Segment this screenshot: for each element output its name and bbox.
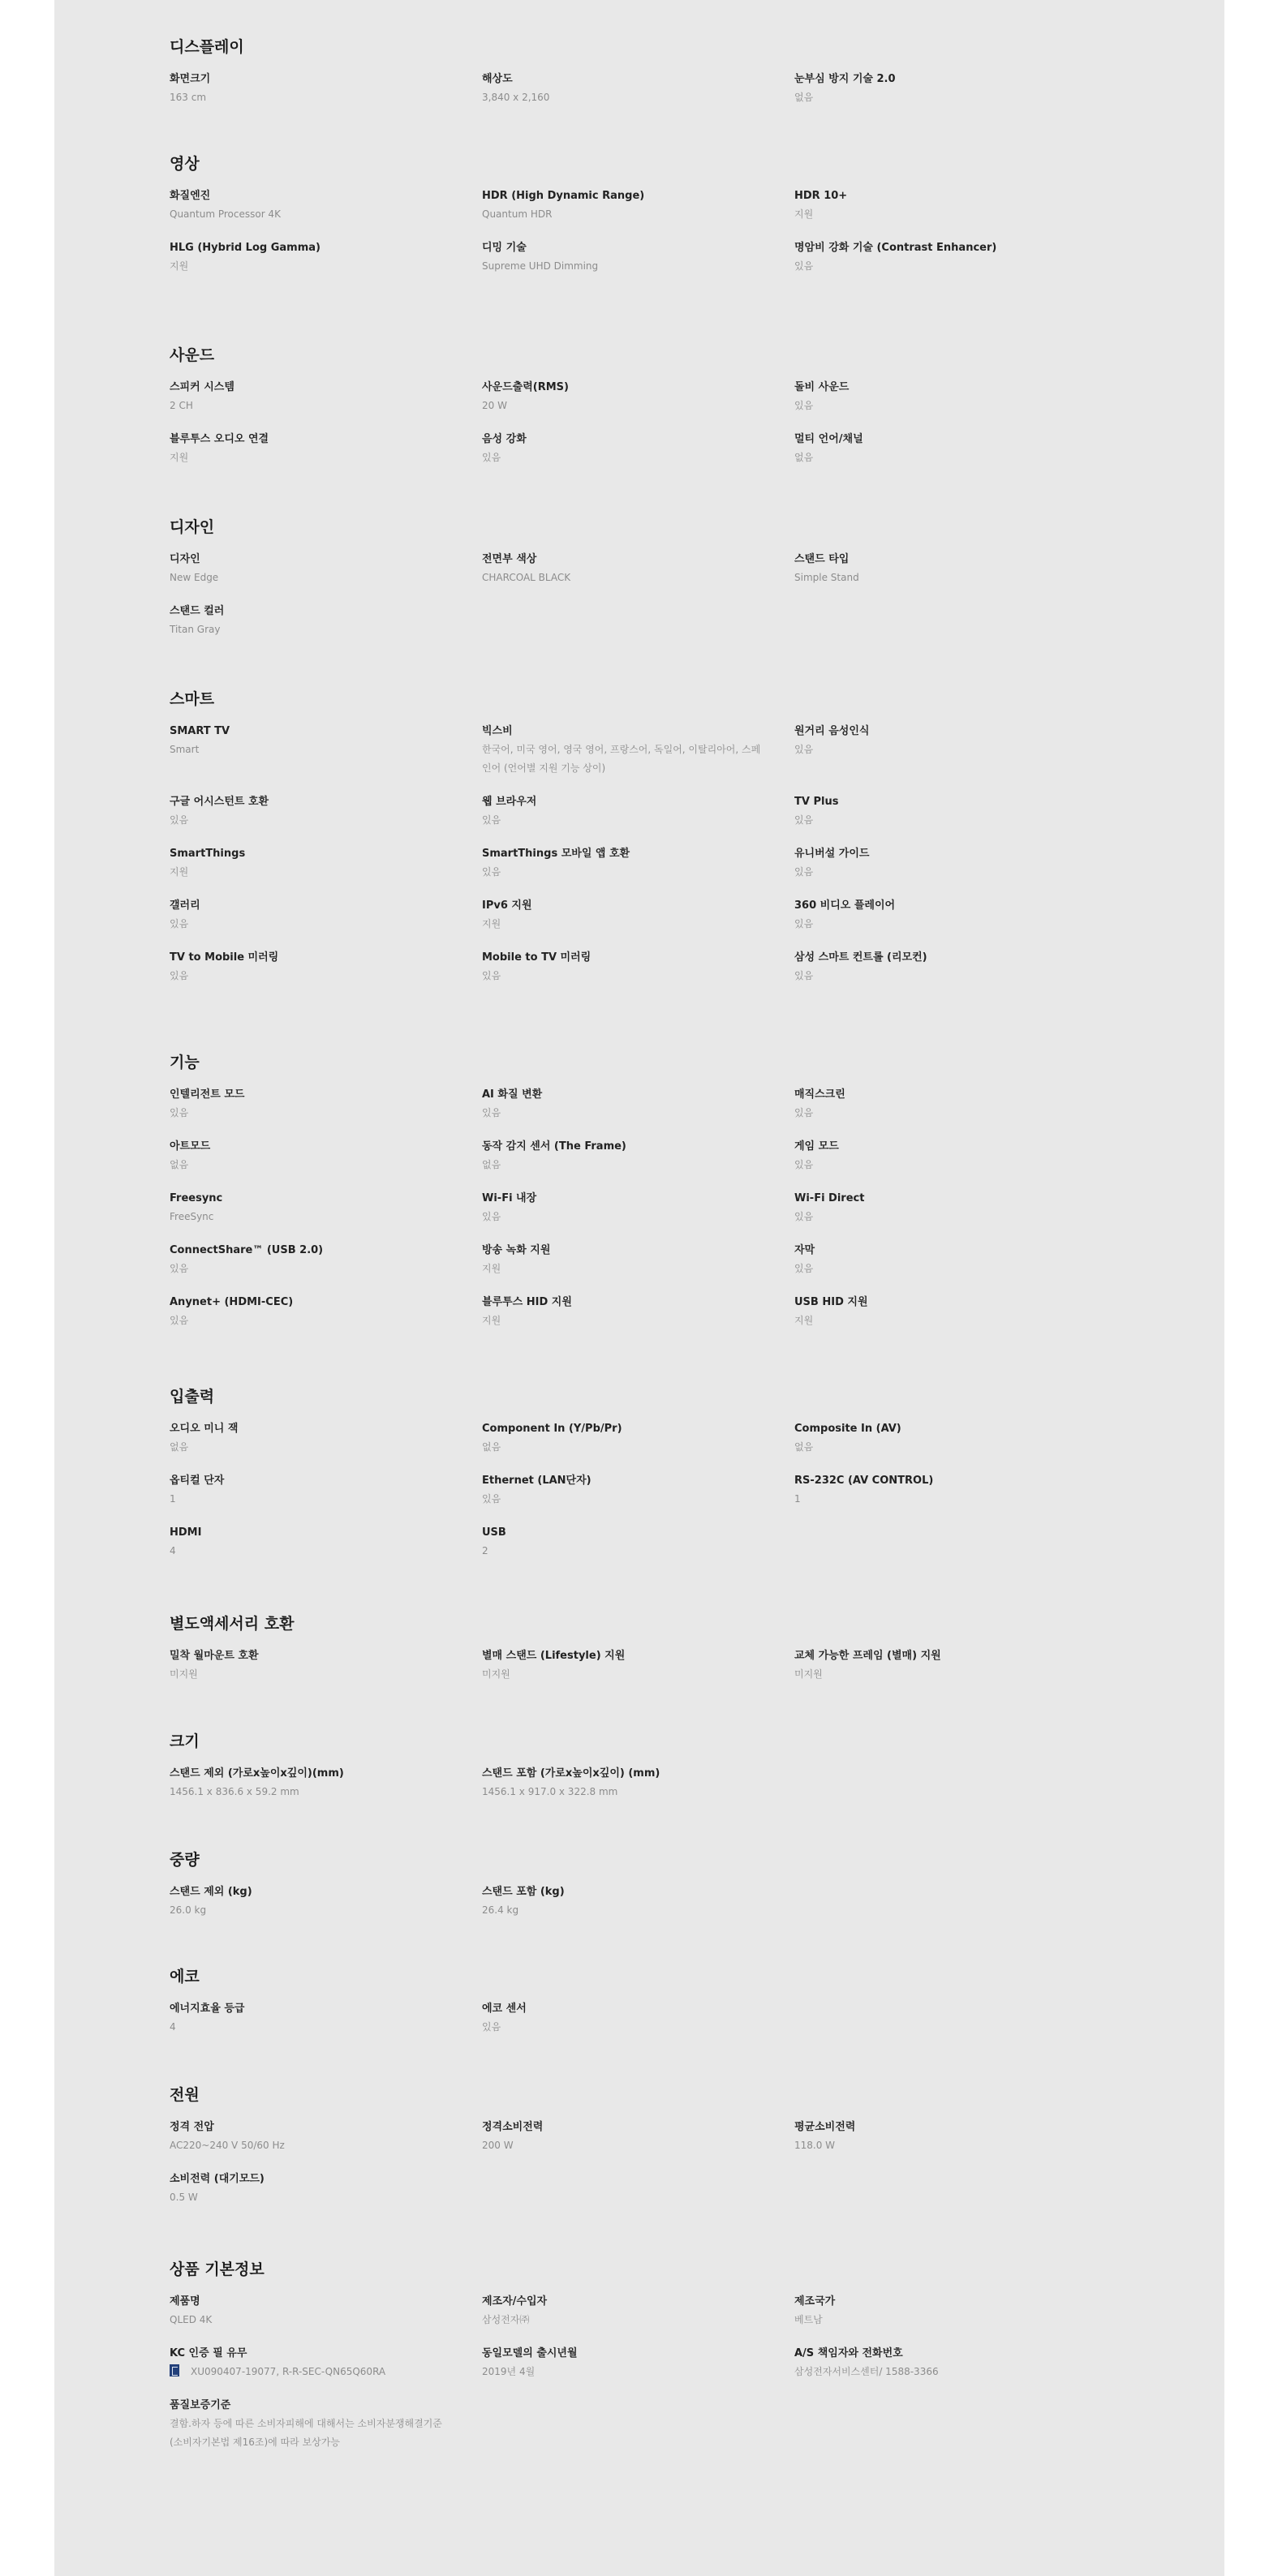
spec-label: 동작 감지 센서 (The Frame) [482,1140,626,1153]
spec-item [482,550,794,587]
spec-label: 자막 [794,1244,815,1256]
spec-item [170,550,482,587]
spec-item [170,1646,482,1684]
spec-value: 없음 [482,1159,501,1170]
spec-value: 있음 [170,1263,189,1274]
spec-item [482,2292,794,2329]
spec-item [794,722,1107,778]
spec-value: 있음 [170,1107,189,1118]
spec-value: 미지원 [482,1668,510,1680]
spec-label: 블루투스 오디오 연결 [170,433,269,445]
spec-value: 있음 [794,970,814,981]
spec-label: Freesync [170,1192,223,1204]
spec-item [482,430,794,467]
spec-value: 있음 [794,814,814,826]
spec-label: AI 화질 변환 [482,1088,543,1101]
spec-value: 없음 [794,1441,814,1453]
spec-value: Supreme UHD Dimming [482,260,599,272]
spec-value: 지원 [170,452,189,463]
spec-item [794,792,1107,830]
spec-grid [170,1085,1127,1345]
spec-item [794,844,1107,882]
spec-value: 있음 [794,400,814,411]
spec-item [482,896,794,934]
spec-value: AC220~240 V 50/60 Hz [170,2140,285,2151]
spec-value: FreeSync [170,1211,214,1222]
spec-value: 4 [170,1545,176,1556]
spec-item [482,1189,794,1226]
spec-item [170,378,482,415]
spec-item [482,238,794,276]
spec-value: Quantum HDR [482,208,553,220]
spec-value: 결함.하자 등에 따른 소비자피해에 대해서는 소비자분쟁해결기준(소비자기본법 제16조)에 따라 보상가능 [170,2418,442,2448]
spec-label: 전면부 색상 [482,553,537,565]
spec-value: 없음 [170,1159,189,1170]
spec-grid [170,1646,1127,1698]
spec-value: 있음 [794,1107,814,1118]
spec-item [482,1293,794,1330]
spec-value: 있음 [482,866,501,878]
spec-value: 1456.1 x 917.0 x 322.8 mm [482,1786,618,1797]
spec-label: Component In (Y/Pb/Pr) [482,1423,622,1435]
spec-value: New Edge [170,572,219,583]
spec-label: 멀티 언어/채널 [794,433,863,445]
spec-item [170,1419,482,1457]
spec-value: 미지원 [170,1668,198,1680]
spec-section [170,1053,1127,1345]
spec-label: USB [482,1526,506,1539]
spec-item [794,1646,1107,1684]
spec-item [794,187,1107,224]
spec-label: 눈부심 방지 기술 2.0 [794,73,896,85]
spec-item [170,948,482,985]
spec-item [170,896,482,934]
spec-label: 오디오 미니 잭 [170,1423,239,1435]
spec-label: 음성 강화 [482,433,527,445]
spec-section [170,346,1127,482]
spec-item [170,430,482,467]
spec-value: 없음 [170,1441,189,1453]
spec-item [170,1764,482,1801]
spec-label: 별매 스탠드 (Lifestyle) 지원 [482,1650,626,1662]
section-title: 기능 [170,1054,200,1071]
spec-item [794,2292,1107,2329]
spec-value: 없음 [794,452,814,463]
spec-label: Ethernet (LAN단자) [482,1475,592,1487]
spec-value: 4 [170,2021,176,2033]
spec-label: 매직스크린 [794,1088,845,1101]
spec-item [794,430,1107,467]
spec-label: 스탠드 포함 (가로x높이x깊이) (mm) [482,1767,660,1780]
section-title: 크기 [170,1732,200,1750]
spec-label: 교체 가능한 프레임 (별매) 지원 [794,1650,941,1662]
spec-label: 화질엔진 [170,190,211,202]
spec-item [794,948,1107,985]
spec-value: QLED 4K [170,2314,213,2325]
spec-value: 있음 [794,1263,814,1274]
section-title: 디스플레이 [170,38,244,56]
spec-item [482,2118,794,2155]
spec-label: 스피커 시스템 [170,381,234,393]
spec-item [482,1646,794,1684]
spec-label: 제품명 [170,2295,200,2308]
spec-value: CHARCOAL BLACK [482,572,571,583]
spec-label: TV Plus [794,796,839,808]
spec-label: 소비전력 (대기모드) [170,2173,265,2185]
spec-value: 2 CH [170,400,193,411]
spec-label: 제조자/수입자 [482,2295,548,2308]
spec-item [170,2118,482,2155]
spec-value: Simple Stand [794,572,859,583]
spec-section [170,37,1127,122]
spec-label: 품질보증기준 [170,2399,231,2411]
spec-label: SMART TV [170,725,230,737]
spec-value: 있음 [170,970,189,981]
spec-value: 있음 [794,866,814,878]
spec-label: SmartThings 모바일 앱 호환 [482,848,630,860]
spec-value: 있음 [482,814,501,826]
spec-label: HDR (High Dynamic Range) [482,190,645,202]
spec-item [482,792,794,830]
spec-value: 20 W [482,400,507,411]
spec-item [794,1241,1107,1278]
spec-item [482,722,794,778]
spec-value: 지원 [794,208,814,220]
spec-label: 갤러리 [170,899,200,912]
spec-label: 사운드출력(RMS) [482,381,569,393]
spec-item [482,1419,794,1457]
spec-value: 1 [170,1493,176,1505]
spec-section [170,517,1127,654]
spec-label: 360 비디오 플레이어 [794,899,896,912]
spec-label: 에너지효율 등급 [170,2003,245,2015]
spec-label: USB HID 지원 [794,1296,868,1308]
spec-grid [170,70,1127,122]
spec-value: 지원 [482,1263,501,1274]
spec-item [482,1241,794,1278]
spec-item [794,378,1107,415]
spec-value: 한국어, 미국 영어, 영국 영어, 프랑스어, 독일어, 이탈리아어, 스페인어 (언어별 지원 기능 상이) [482,744,761,774]
spec-item [794,1471,1107,1509]
spec-item [482,1471,794,1509]
spec-grid [170,550,1127,654]
spec-item [482,1883,794,1920]
spec-label: 아트모드 [170,1140,211,1153]
spec-label: Anynet+ (HDMI-CEC) [170,1296,294,1308]
section-title: 상품 기본정보 [170,2260,265,2278]
spec-label: 옵티컬 단자 [170,1475,225,1487]
spec-value: 있음 [482,1493,501,1505]
spec-label: 원거리 음성인식 [794,725,870,737]
spec-grid [170,1764,1127,1816]
spec-grid [170,2118,1127,2222]
spec-label: 디밍 기술 [482,242,527,254]
spec-item [794,2344,1107,2381]
spec-value: 베트남 [794,2314,823,2325]
spec-value: 0.5 W [170,2192,198,2203]
spec-label: 구글 어시스턴트 호환 [170,796,269,808]
section-title: 입출력 [170,1388,215,1406]
spec-panel [54,0,1224,2576]
spec-label: 동일모델의 출시년월 [482,2347,578,2359]
spec-value: 3,840 x 2,160 [482,92,550,103]
spec-value: 200 W [482,2140,514,2151]
spec-label: 해상도 [482,73,513,85]
spec-label: 스탠드 포함 (kg) [482,1886,565,1898]
spec-item [170,1523,482,1561]
spec-item [794,1189,1107,1226]
spec-item [794,70,1107,107]
spec-item [794,1419,1107,1457]
spec-item [794,1293,1107,1330]
spec-item [170,602,482,639]
section-title: 스마트 [170,690,215,708]
spec-label: 웹 브라우저 [482,796,537,808]
spec-item [482,187,794,224]
kc-certification-icon [170,2364,179,2376]
spec-section [170,1732,1127,1816]
spec-label: 화면크기 [170,73,211,85]
spec-item [482,1137,794,1174]
spec-value: 지원 [482,1315,501,1326]
spec-value: 1456.1 x 836.6 x 59.2 mm [170,1786,299,1797]
spec-item [170,722,482,778]
spec-value: 있음 [794,918,814,930]
spec-label: 에코 센서 [482,2003,527,2015]
spec-label: TV to Mobile 미러링 [170,951,279,964]
spec-label: 명암비 강화 기술 (Contrast Enhancer) [794,242,997,254]
spec-item [170,1293,482,1330]
section-title: 사운드 [170,346,215,364]
spec-item [794,2118,1107,2155]
spec-label: KC 인증 필 유무 [170,2347,247,2359]
spec-value [170,2363,450,2381]
spec-value: 없음 [482,1441,501,1453]
spec-value: 미지원 [794,1668,823,1680]
spec-value: Quantum Processor 4K [170,208,281,220]
spec-item [170,238,482,276]
spec-item [794,550,1107,587]
spec-value: 지원 [794,1315,814,1326]
spec-item [170,2292,482,2329]
spec-section [170,1967,1127,2051]
spec-item [482,1999,794,2037]
spec-value: 2019년 4월 [482,2366,536,2377]
spec-label: 평균소비전력 [794,2121,856,2133]
spec-label: HLG (Hybrid Log Gamma) [170,242,320,254]
spec-grid [170,378,1127,482]
spec-section [170,1387,1127,1575]
spec-item [482,948,794,985]
spec-value: 있음 [170,918,189,930]
spec-value: 118.0 W [794,2140,836,2151]
section-title: 에코 [170,1968,200,1986]
spec-value: 있음 [482,452,501,463]
section-title: 전원 [170,2086,200,2104]
spec-item [170,844,482,882]
spec-item [170,2396,482,2452]
spec-value: 있음 [170,814,189,826]
spec-label: 빅스비 [482,725,513,737]
spec-value: 없음 [794,92,814,103]
spec-label: 블루투스 HID 지원 [482,1296,572,1308]
spec-section [170,154,1127,290]
spec-label: 제조국가 [794,2295,836,2308]
section-title: 영상 [170,155,200,173]
spec-item [482,70,794,107]
spec-label: SmartThings [170,848,246,860]
kc-certification-number: XU090407-19077, R-R-SEC-QN65Q60RA [191,2366,386,2377]
spec-label: HDR 10+ [794,190,848,202]
spec-value: 있음 [794,1211,814,1222]
spec-item [482,1523,794,1561]
spec-grid [170,187,1127,290]
spec-grid [170,1419,1127,1575]
spec-label: A/S 책임자와 전화번호 [794,2347,903,2359]
spec-value: 삼성전자㈜ [482,2314,530,2325]
spec-item [482,378,794,415]
spec-item [482,2344,794,2381]
spec-label: 방송 녹화 지원 [482,1244,551,1256]
spec-value: 지원 [482,918,501,930]
spec-item [170,792,482,830]
spec-item [794,896,1107,934]
spec-item [794,1085,1107,1123]
spec-item [170,70,482,107]
spec-item [482,1764,794,1801]
spec-value: 163 cm [170,92,207,103]
spec-label: 돌비 사운드 [794,381,850,393]
spec-grid [170,2292,1127,2467]
spec-value: 있음 [794,260,814,272]
spec-value: 삼성전자서비스센터/ 1588-3366 [794,2366,939,2377]
spec-label: 삼성 스마트 컨트롤 (리모컨) [794,951,927,964]
spec-grid [170,1999,1127,2051]
spec-item [170,187,482,224]
spec-value: 있음 [170,1315,189,1326]
spec-item [794,1137,1107,1174]
spec-section [170,2085,1127,2222]
spec-value: 26.0 kg [170,1904,207,1916]
section-title: 디자인 [170,518,215,536]
spec-value: 있음 [794,1159,814,1170]
spec-item [170,1085,482,1123]
spec-item [794,238,1107,276]
spec-section [170,689,1127,1000]
spec-label: 스탠드 컬러 [170,605,225,617]
spec-label: 정격소비전력 [482,2121,544,2133]
spec-item [170,1883,482,1920]
spec-label: Composite In (AV) [794,1423,901,1435]
spec-label: RS-232C (AV CONTROL) [794,1475,934,1487]
spec-value: 있음 [794,744,814,755]
spec-label: 디자인 [170,553,200,565]
spec-section [170,2260,1127,2467]
spec-value: Titan Gray [170,624,221,635]
spec-value: 있음 [482,2021,501,2033]
spec-label: 유니버설 가이드 [794,848,870,860]
spec-item [170,1999,482,2037]
spec-value: Smart [170,744,200,755]
spec-label: Wi-Fi 내장 [482,1192,537,1204]
spec-label: 스탠드 제외 (kg) [170,1886,252,1898]
spec-value: 있음 [482,1107,501,1118]
spec-label: Wi-Fi Direct [794,1192,865,1204]
spec-item [170,1241,482,1278]
spec-label: 정격 전압 [170,2121,214,2133]
spec-value: 26.4 kg [482,1904,519,1916]
spec-label: 게임 모드 [794,1140,839,1153]
spec-item [482,844,794,882]
spec-value: 있음 [482,1211,501,1222]
spec-value: 있음 [482,970,501,981]
spec-grid [170,722,1127,1000]
spec-value: 지원 [170,260,189,272]
spec-label: ConnectShare™ (USB 2.0) [170,1244,324,1256]
spec-label: HDMI [170,1526,202,1539]
section-title: 중량 [170,1851,200,1869]
spec-item [482,1085,794,1123]
section-title: 별도액세서리 호환 [170,1615,295,1633]
spec-label: 스탠드 제외 (가로x높이x깊이)(mm) [170,1767,344,1780]
spec-value: 지원 [170,866,189,878]
spec-item [170,2344,482,2381]
spec-label: IPv6 지원 [482,899,532,912]
spec-item [170,2170,482,2207]
spec-label: 밀착 월마운트 호환 [170,1650,259,1662]
spec-label: Mobile to TV 미러링 [482,951,592,964]
spec-item [170,1189,482,1226]
spec-value: 1 [794,1493,801,1505]
spec-label: 스탠드 타입 [794,553,850,565]
spec-label: 인텔리전트 모드 [170,1088,245,1101]
spec-grid [170,1883,1127,1934]
spec-section [170,1614,1127,1698]
spec-section [170,1850,1127,1934]
spec-value: 2 [482,1545,488,1556]
spec-item [170,1471,482,1509]
spec-item [170,1137,482,1174]
